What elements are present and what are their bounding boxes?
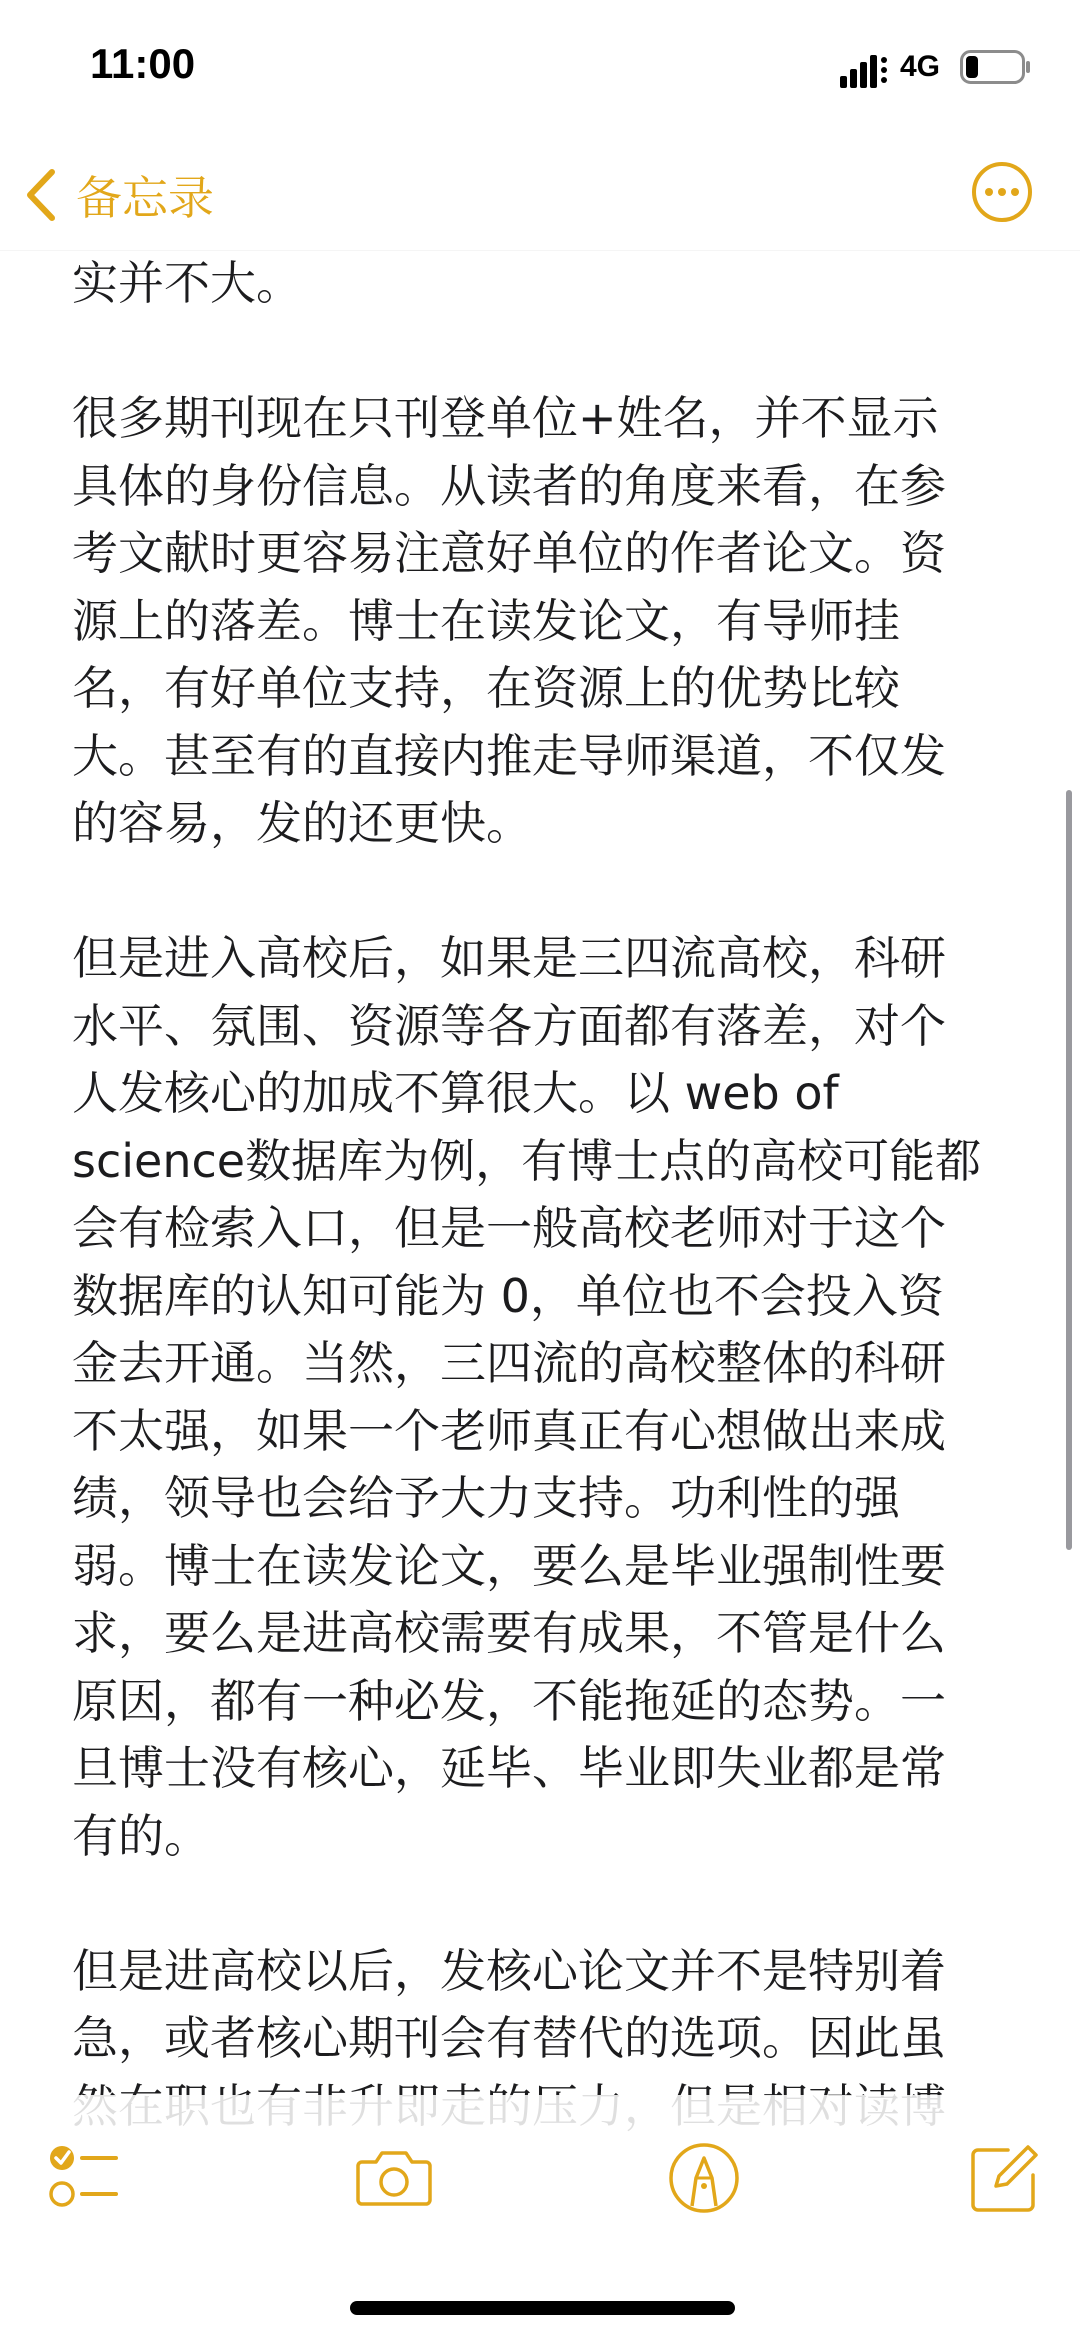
- note-line: 数据库的认知可能为 0，单位也不会投入资: [72, 1268, 944, 1323]
- back-button-label: 备忘录: [76, 171, 214, 225]
- note-line: 弱。博士在读发论文，要么是毕业强制性要: [72, 1538, 946, 1593]
- checklist-icon[interactable]: [46, 2140, 122, 2216]
- note-paragraph: [72, 250, 1012, 318]
- network-type: 4G: [900, 50, 941, 83]
- note-line: 但是进高校以后，发核心论文并不是特别着: [72, 1943, 946, 1998]
- markup-pen-icon[interactable]: [666, 2140, 742, 2216]
- note-line: 有的。: [72, 1808, 210, 1863]
- note-line: 的容易，发的还更快。: [72, 796, 532, 850]
- note-line: 金去开通。当然，三四流的高校整体的科研: [72, 1336, 946, 1390]
- nav-bar: [0, 150, 1080, 240]
- note-line: 原因，都有一种必发，不能拖延的态势。一: [72, 1673, 946, 1728]
- note-paragraph: [72, 925, 1012, 1870]
- note-line: 很多期刊现在只刊登单位+姓名，并不显示: [72, 391, 939, 445]
- note-line: 水平、氛围、资源等各方面都有落差，对个: [72, 998, 946, 1053]
- note-line: 会有检索入口，但是一般高校老师对于这个: [72, 1201, 946, 1255]
- note-paragraph: [72, 385, 1012, 858]
- back-button[interactable]: [22, 160, 214, 230]
- chevron-left-icon: [22, 168, 62, 222]
- note-line: science数据库为例，有博士点的高校可能都: [72, 1133, 982, 1188]
- note-line: 求，要么是进高校需要有成果，不管是什么: [72, 1606, 946, 1660]
- note-line: 人发核心的加成不算很大。以 web of: [72, 1066, 839, 1120]
- note-line: 急，或者核心期刊会有替代的选项。因此虽: [72, 2011, 946, 2065]
- note-body[interactable]: [72, 250, 1012, 2140]
- status-bar: [0, 0, 1080, 130]
- note-line: 不太强，如果一个老师真正有心想做出来成: [72, 1403, 946, 1458]
- camera-icon[interactable]: [356, 2140, 432, 2216]
- note-line: 实并不大。: [72, 256, 302, 310]
- compose-icon[interactable]: [966, 2140, 1042, 2216]
- note-line: 具体的身份信息。从读者的角度来看，在参: [72, 458, 946, 513]
- note-line: 考文献时更容易注意好单位的作者论文。资: [72, 526, 946, 580]
- status-time: 11:00: [90, 40, 196, 87]
- note-line: 绩，领导也会给予大力支持。功利性的强: [72, 1471, 900, 1525]
- note-line: 旦博士没有核心，延毕、毕业即失业都是常: [72, 1741, 946, 1795]
- note-line: 大。甚至有的直接内推走导师渠道，不仅发: [72, 728, 946, 783]
- note-line: 但是进入高校后，如果是三四流高校，科研: [72, 931, 946, 985]
- home-indicator[interactable]: [350, 2301, 735, 2315]
- ellipsis-circle-icon[interactable]: [970, 160, 1034, 224]
- note-line: 名，有好单位支持，在资源上的优势比较: [72, 661, 900, 715]
- battery-icon: [960, 50, 1032, 84]
- note-line: 源上的落差。博士在读发论文，有导师挂: [72, 593, 900, 648]
- cellular-signal-icon: [840, 54, 888, 88]
- scroll-indicator[interactable]: [1066, 790, 1072, 1550]
